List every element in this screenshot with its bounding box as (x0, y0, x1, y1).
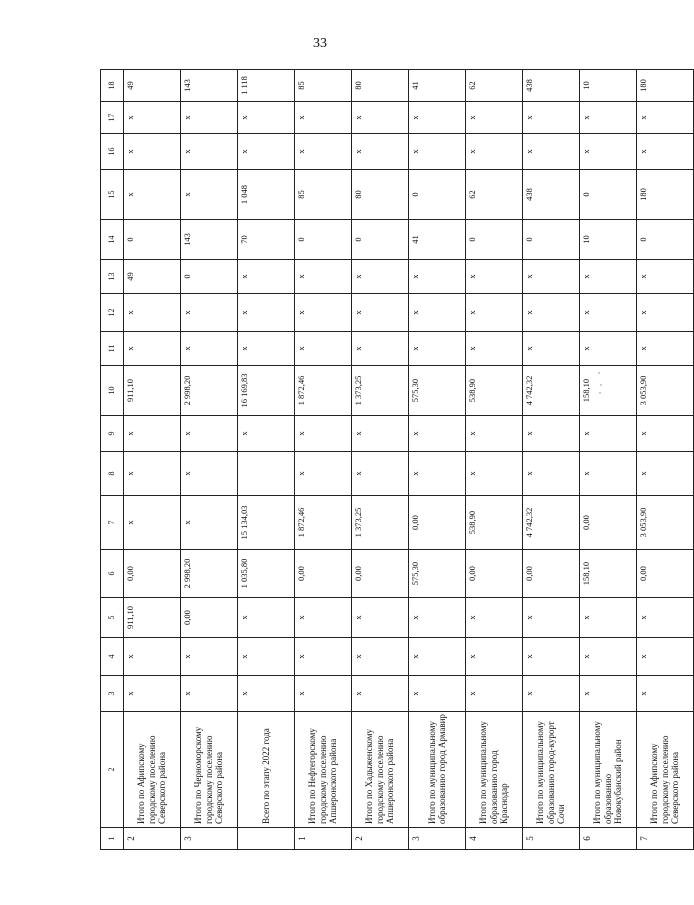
value-cell: x (295, 260, 352, 294)
value-cell: x (466, 332, 523, 366)
value-cell: x (352, 102, 409, 134)
value-cell: 0 (466, 220, 523, 260)
value-cell: 49 (124, 260, 181, 294)
value-cell: 4 742,32 (523, 496, 580, 550)
row-number-cell: 3 (181, 828, 238, 850)
value-cell: 80 (352, 170, 409, 220)
value-cell: 0,00 (466, 550, 523, 598)
value-cell: 0 (580, 170, 637, 220)
column-number: 5 (101, 598, 124, 638)
value-cell: x (523, 638, 580, 676)
value-cell: 1 373,25 (352, 366, 409, 416)
scan-speck (600, 384, 602, 386)
value-cell: x (523, 294, 580, 332)
value-cell: x (238, 416, 295, 452)
column-number: 12 (101, 294, 124, 332)
value-cell: x (181, 638, 238, 676)
value-cell: x (580, 102, 637, 134)
value-cell: x (523, 676, 580, 712)
value-cell: 0 (295, 220, 352, 260)
value-cell: x (637, 294, 694, 332)
value-cell: x (238, 332, 295, 366)
value-cell: x (124, 294, 181, 332)
value-cell: 0,00 (637, 550, 694, 598)
value-cell: 158,10 (580, 550, 637, 598)
value-cell: 911,10 (124, 598, 181, 638)
value-cell: 2 998,20 (181, 366, 238, 416)
table-row (523, 70, 580, 850)
row-name-cell: Итого по Черноморскому городскому поселению Северского района (181, 712, 238, 828)
value-cell: x (580, 260, 637, 294)
value-cell: 0,00 (409, 496, 466, 550)
value-cell: 143 (181, 70, 238, 102)
value-cell: x (352, 134, 409, 170)
value-cell: 0,00 (580, 496, 637, 550)
value-cell: x (523, 332, 580, 366)
value-cell: 10 (580, 70, 637, 102)
value-cell: 2 998,20 (181, 550, 238, 598)
scan-speck (598, 372, 600, 374)
value-cell: x (580, 452, 637, 496)
value-cell: 438 (523, 70, 580, 102)
value-cell: x (124, 452, 181, 496)
value-cell: 1 048 (238, 170, 295, 220)
value-cell: 180 (637, 70, 694, 102)
value-cell: 538,90 (466, 496, 523, 550)
value-cell: x (238, 676, 295, 712)
row-name-cell: Итого по Афипскому городскому поселению Северского района (124, 712, 181, 828)
value-cell: x (352, 638, 409, 676)
value-cell: 143 (181, 220, 238, 260)
row-name-cell: Итого по муниципальному образованию город Армавир (409, 712, 466, 828)
value-cell: x (523, 134, 580, 170)
value-cell: x (124, 170, 181, 220)
value-cell: x (352, 416, 409, 452)
column-number: 9 (101, 416, 124, 452)
value-cell: x (238, 598, 295, 638)
value-cell: 0,00 (352, 550, 409, 598)
table-row (238, 70, 295, 850)
value-cell: x (295, 452, 352, 496)
table-row (409, 70, 466, 850)
value-cell: 3 053,90 (637, 496, 694, 550)
row-name-cell: Итого по муниципальному образованию Новокубанский район (580, 712, 637, 828)
page-number: 33 (313, 36, 327, 51)
value-cell: 0,00 (181, 598, 238, 638)
table-row (637, 70, 694, 850)
value-cell: x (124, 134, 181, 170)
row-number-cell: 4 (466, 828, 523, 850)
value-cell: x (466, 134, 523, 170)
value-cell: 70 (238, 220, 295, 260)
value-cell: 0 (181, 260, 238, 294)
value-cell: 538,90 (466, 366, 523, 416)
value-cell: 3 053,90 (637, 366, 694, 416)
value-cell: x (637, 416, 694, 452)
value-cell: x (523, 452, 580, 496)
value-cell: x (181, 332, 238, 366)
table-row (295, 70, 352, 850)
table-row (124, 70, 181, 850)
row-name-cell: Итого по Афипскому городскому поселению Северского района (637, 712, 694, 828)
value-cell: 4 742,32 (523, 366, 580, 416)
value-cell: 1 872,46 (295, 496, 352, 550)
value-cell: x (409, 452, 466, 496)
value-cell: x (409, 638, 466, 676)
value-cell: 0,00 (124, 550, 181, 598)
value-cell: x (409, 294, 466, 332)
value-cell: x (523, 102, 580, 134)
value-cell: x (466, 102, 523, 134)
value-cell: 911,10 (124, 366, 181, 416)
row-name-cell: Итого по муниципальному образованию город-курорт Сочи (523, 712, 580, 828)
value-cell: 0 (409, 170, 466, 220)
column-number: 18 (101, 70, 124, 102)
value-cell: x (466, 676, 523, 712)
value-cell: x (637, 638, 694, 676)
column-number-row (101, 70, 124, 850)
value-cell: x (409, 102, 466, 134)
value-cell: x (637, 676, 694, 712)
value-cell: x (409, 134, 466, 170)
value-cell: x (238, 102, 295, 134)
value-cell: x (181, 496, 238, 550)
row-number-cell: 1 (295, 828, 352, 850)
value-cell: x (409, 260, 466, 294)
value-cell: 62 (466, 170, 523, 220)
value-cell: 85 (295, 170, 352, 220)
value-cell: x (295, 102, 352, 134)
row-number-cell: 3 (409, 828, 466, 850)
value-cell: x (124, 496, 181, 550)
value-cell: x (238, 260, 295, 294)
value-cell: x (238, 134, 295, 170)
row-name-cell: Всего по этапу 2022 года (238, 712, 295, 828)
value-cell: x (124, 416, 181, 452)
value-cell: 158,10 (580, 366, 637, 416)
column-number: 6 (101, 550, 124, 598)
row-number-cell: 5 (523, 828, 580, 850)
value-cell: 0 (523, 220, 580, 260)
value-cell: x (466, 452, 523, 496)
value-cell: x (295, 294, 352, 332)
value-cell: x (124, 676, 181, 712)
value-cell: x (181, 134, 238, 170)
value-cell: 1 872,46 (295, 366, 352, 416)
value-cell: x (238, 294, 295, 332)
value-cell: x (637, 452, 694, 496)
value-cell: x (523, 598, 580, 638)
table-row (181, 70, 238, 850)
value-cell: x (181, 102, 238, 134)
value-cell: x (580, 598, 637, 638)
value-cell: x (637, 102, 694, 134)
value-cell: x (181, 170, 238, 220)
value-cell: x (409, 416, 466, 452)
value-cell: x (181, 294, 238, 332)
value-cell: 0,00 (523, 550, 580, 598)
value-cell: x (637, 332, 694, 366)
value-cell (238, 452, 295, 496)
row-number-cell: 6 (580, 828, 637, 850)
value-cell: x (352, 452, 409, 496)
value-cell: x (466, 260, 523, 294)
value-cell: 85 (295, 70, 352, 102)
value-cell: x (352, 294, 409, 332)
value-cell: x (295, 676, 352, 712)
table-row (580, 70, 637, 850)
value-cell: 438 (523, 170, 580, 220)
column-number: 1 (101, 828, 124, 850)
value-cell: 0,00 (295, 550, 352, 598)
column-number: 8 (101, 452, 124, 496)
value-cell: x (523, 260, 580, 294)
value-cell: x (124, 102, 181, 134)
value-cell: x (409, 332, 466, 366)
column-number: 11 (101, 332, 124, 366)
value-cell: 15 134,03 (238, 496, 295, 550)
value-cell: 1 035,80 (238, 550, 295, 598)
value-cell: 80 (352, 70, 409, 102)
value-cell: x (352, 676, 409, 712)
value-cell: x (295, 638, 352, 676)
value-cell: x (580, 676, 637, 712)
row-number-cell: 2 (352, 828, 409, 850)
value-cell: x (580, 332, 637, 366)
column-number: 14 (101, 220, 124, 260)
row-name-cell: Итого по Хадыженскому городскому поселению Апшеронского района (352, 712, 409, 828)
value-cell: x (295, 134, 352, 170)
value-cell: x (409, 676, 466, 712)
value-cell: x (409, 598, 466, 638)
value-cell: x (580, 416, 637, 452)
value-cell: x (580, 134, 637, 170)
value-cell: x (466, 416, 523, 452)
data-table (100, 69, 694, 850)
value-cell: x (295, 598, 352, 638)
value-cell: x (181, 452, 238, 496)
value-cell: 0 (124, 220, 181, 260)
table-row (352, 70, 409, 850)
value-cell: x (295, 416, 352, 452)
rotated-table-container (100, 70, 681, 850)
value-cell: x (181, 416, 238, 452)
value-cell: 16 169,83 (238, 366, 295, 416)
value-cell: x (124, 638, 181, 676)
value-cell: x (580, 638, 637, 676)
value-cell: 10 (580, 220, 637, 260)
value-cell: x (637, 134, 694, 170)
value-cell: 575,30 (409, 366, 466, 416)
column-number: 10 (101, 366, 124, 416)
value-cell: x (124, 332, 181, 366)
value-cell: x (466, 638, 523, 676)
column-number: 16 (101, 134, 124, 170)
value-cell: 0 (352, 220, 409, 260)
value-cell: 62 (466, 70, 523, 102)
column-number: 15 (101, 170, 124, 220)
column-number: 3 (101, 676, 124, 712)
row-number-cell (238, 828, 295, 850)
value-cell: x (295, 332, 352, 366)
value-cell: 575,30 (409, 550, 466, 598)
value-cell: x (352, 332, 409, 366)
value-cell: 180 (637, 170, 694, 220)
value-cell: x (637, 598, 694, 638)
value-cell: x (637, 260, 694, 294)
column-number: 13 (101, 260, 124, 294)
value-cell: x (181, 676, 238, 712)
column-number: 2 (101, 712, 124, 828)
value-cell: x (523, 416, 580, 452)
value-cell: x (466, 294, 523, 332)
row-name-cell: Итого по Нефтегорскому городскому поселению Апшеронского района (295, 712, 352, 828)
column-number: 17 (101, 102, 124, 134)
row-name-cell: Итого по муниципальному образованию город Краснодар (466, 712, 523, 828)
value-cell: x (580, 294, 637, 332)
value-cell: x (238, 638, 295, 676)
value-cell: 41 (409, 220, 466, 260)
column-number: 4 (101, 638, 124, 676)
value-cell: 41 (409, 70, 466, 102)
row-number-cell: 2 (124, 828, 181, 850)
value-cell: 49 (124, 70, 181, 102)
value-cell: 1 118 (238, 70, 295, 102)
column-number: 7 (101, 496, 124, 550)
value-cell: 0 (637, 220, 694, 260)
value-cell: 1 373,25 (352, 496, 409, 550)
scan-speck (599, 392, 601, 394)
value-cell: x (352, 260, 409, 294)
row-number-cell: 7 (637, 828, 694, 850)
table-row (466, 70, 523, 850)
value-cell: x (352, 598, 409, 638)
value-cell: x (466, 598, 523, 638)
